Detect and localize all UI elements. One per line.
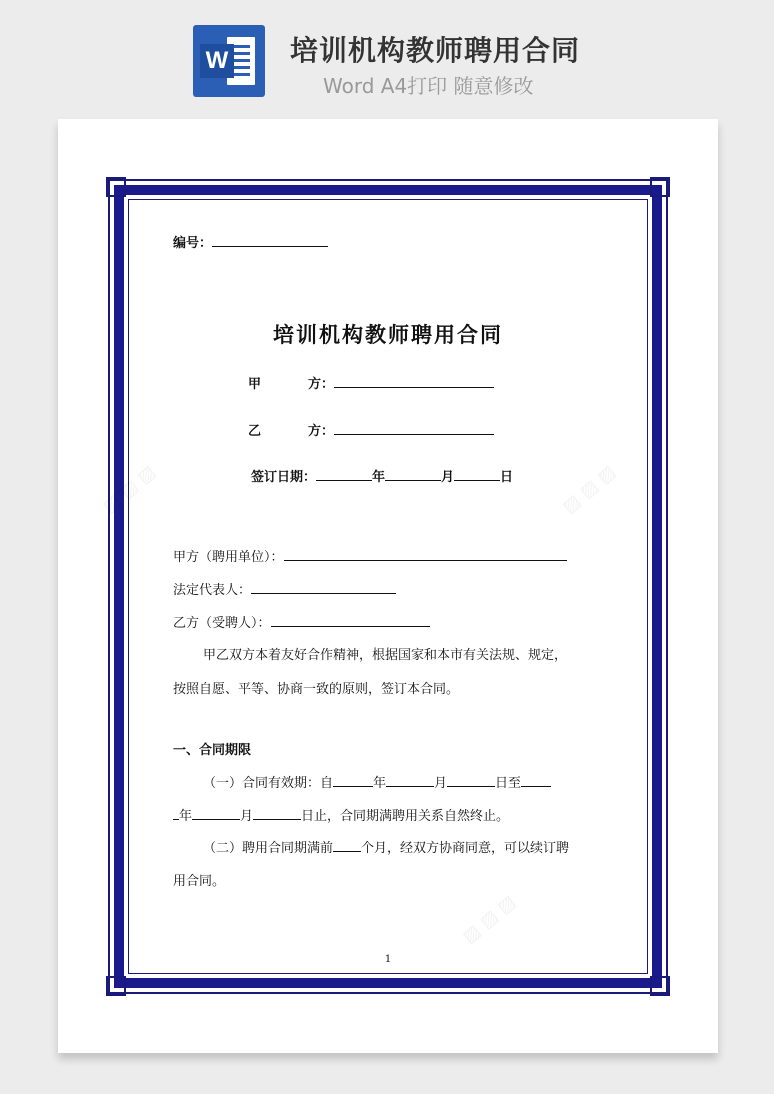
clause-2-line-1: （二）聘用合同期满前 个月，经双方协商同意，可以续订聘 — [203, 841, 570, 856]
section-1-title: 一、合同期限 — [173, 743, 252, 758]
renewal-months-blank[interactable] — [333, 839, 361, 852]
sign-year-blank[interactable] — [316, 468, 372, 481]
header-title: 培训机构教师聘用合同 — [290, 34, 581, 67]
employee-row: 乙方（受聘人）： — [173, 612, 430, 631]
watermark: ▨ ▨ ▨ — [458, 891, 520, 948]
end-year-blank[interactable] — [521, 774, 551, 787]
party-a-row: 方： — [308, 373, 494, 392]
end-month-blank[interactable] — [192, 807, 240, 820]
legal-rep-blank[interactable] — [251, 581, 396, 594]
employer-blank[interactable] — [284, 548, 567, 561]
contract-number-blank[interactable] — [212, 234, 328, 247]
sign-date-row: 签订日期： 年 月 日 — [251, 470, 514, 485]
header-subtitle: Word A4打印 随意修改 — [323, 74, 534, 98]
border-corner — [650, 177, 670, 197]
word-logo-letter: W — [200, 44, 234, 78]
party-a-label-1: 甲 — [248, 377, 262, 392]
sign-month-blank[interactable] — [385, 468, 441, 481]
legal-rep-row: 法定代表人： — [173, 579, 396, 598]
employer-row: 甲方（聘用单位）： — [173, 546, 567, 565]
clause-1-line-2: 年 月 日止，合同期满聘用关系自然终止。 — [173, 805, 509, 824]
document-title: 培训机构教师聘用合同 — [273, 322, 503, 347]
document-page — [58, 119, 718, 1053]
employee-blank[interactable] — [271, 614, 430, 627]
start-day-blank[interactable] — [447, 774, 495, 787]
border-corner — [106, 177, 126, 197]
party-a-blank[interactable] — [334, 375, 494, 388]
party-b-blank[interactable] — [334, 422, 494, 435]
page-number: 1 — [384, 954, 392, 965]
border-corner — [650, 976, 670, 996]
border-corner — [106, 976, 126, 996]
clause-1-line-1: （一）合同有效期：自 年 月 日至 — [203, 772, 551, 791]
word-icon — [193, 25, 265, 97]
contract-number-row — [173, 232, 328, 251]
intro-line-1: 甲乙双方本着友好合作精神，根据国家和本市有关法规、规定， — [203, 648, 568, 663]
watermark: ▨ ▨ ▨ — [558, 461, 620, 518]
intro-line-2: 按照自愿、平等、协商一致的原则，签订本合同。 — [173, 682, 460, 697]
start-month-blank[interactable] — [386, 774, 434, 787]
clause-2-line-2: 用合同。 — [173, 874, 226, 889]
party-b-label-1: 乙 — [248, 424, 262, 439]
contract-number-label: 编号： — [173, 236, 213, 251]
header — [0, 0, 774, 110]
party-b-row: 方： — [308, 420, 494, 439]
sign-day-blank[interactable] — [454, 468, 500, 481]
watermark: ▨ ▨ ▨ — [98, 461, 160, 518]
start-year-blank[interactable] — [333, 774, 373, 787]
end-day-blank[interactable] — [253, 807, 301, 820]
